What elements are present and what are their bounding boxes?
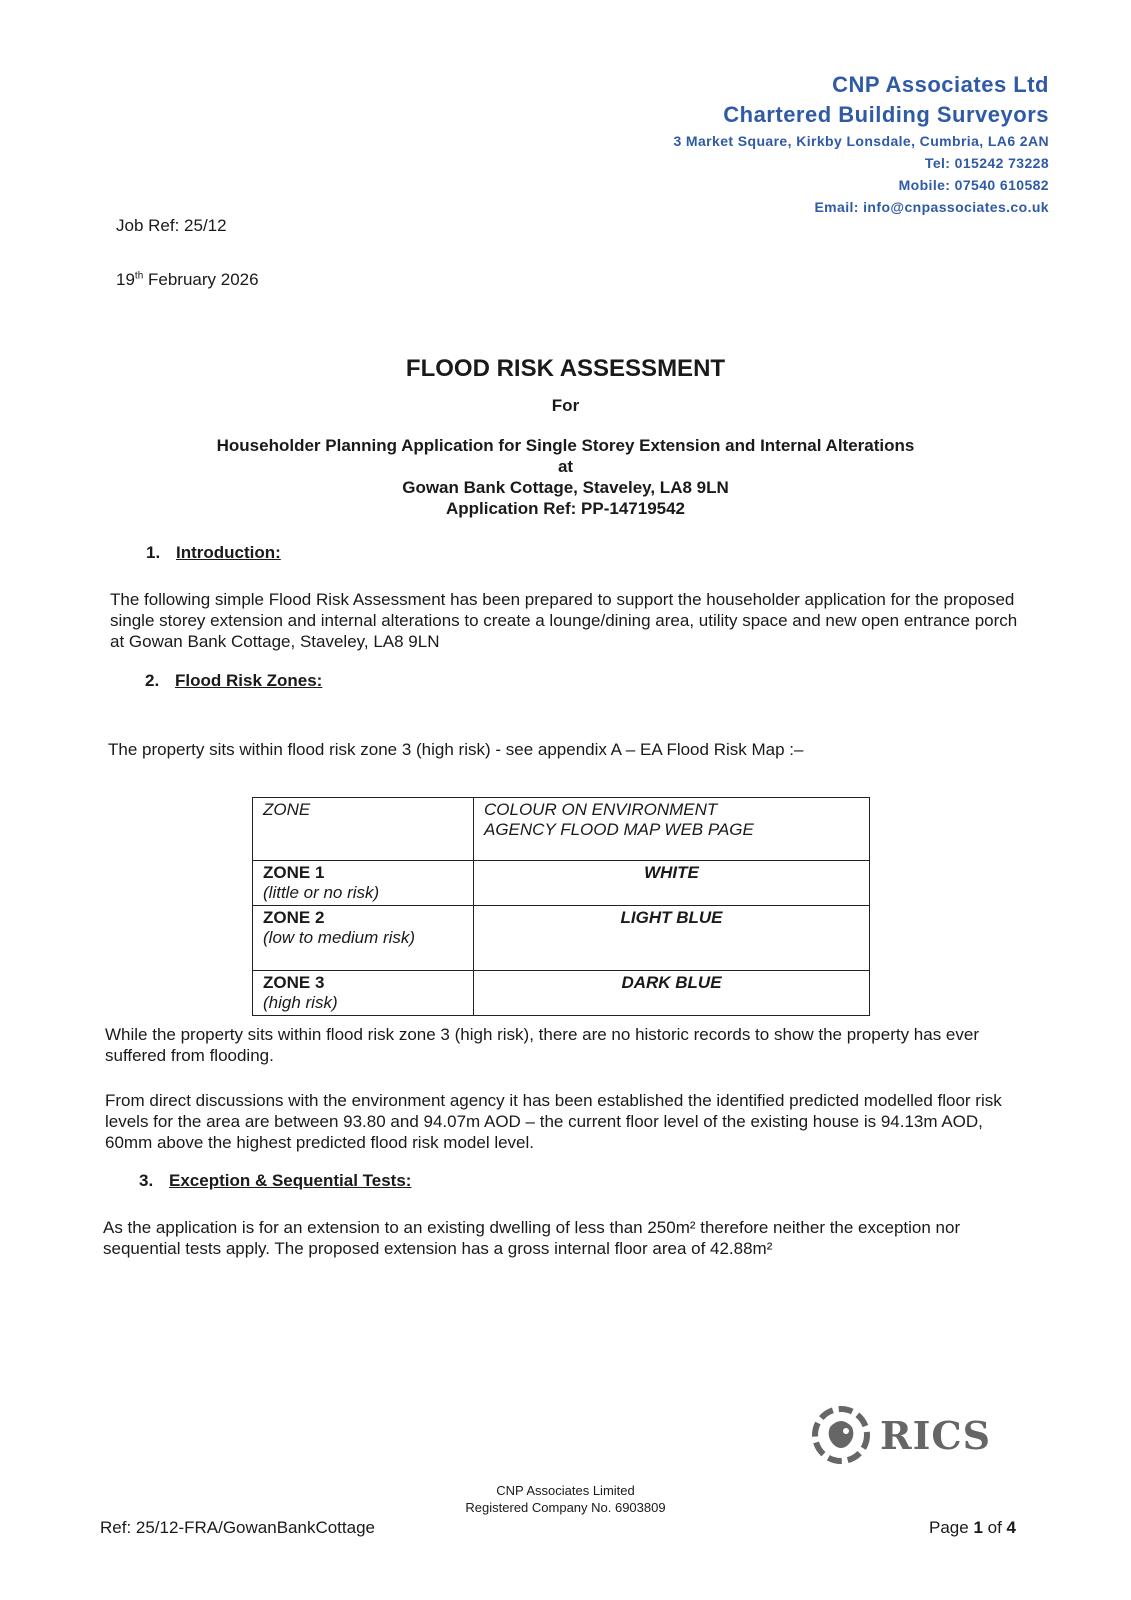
date-suffix: th bbox=[134, 270, 144, 282]
page-number bbox=[929, 1518, 1016, 1538]
section-heading-exception-tests bbox=[139, 1171, 411, 1191]
section-heading-introduction bbox=[146, 543, 281, 563]
footer-company-name: CNP Associates Limited bbox=[496, 1483, 635, 1498]
company-mobile: Mobile: 07540 610582 bbox=[898, 177, 1049, 193]
zone-cell bbox=[253, 906, 474, 971]
colour-cell: WHITE bbox=[474, 861, 870, 906]
title-subject: Householder Planning Application for Single Storey Extension and Internal Alterations bbox=[216, 436, 915, 455]
application-ref: Application Ref: PP-14719542 bbox=[445, 499, 686, 518]
letterhead bbox=[673, 70, 1049, 218]
flood-zone-table bbox=[252, 797, 870, 1016]
footer-registration: Registered Company No. 6903809 bbox=[465, 1500, 666, 1515]
section-title: Exception & Sequential Tests: bbox=[169, 1171, 412, 1190]
company-tel: Tel: 015242 73228 bbox=[924, 155, 1049, 171]
date-rest: February 2026 bbox=[143, 270, 259, 289]
rics-logo bbox=[808, 1405, 1008, 1465]
header-colour-line-1: COLOUR ON ENVIRONMENT bbox=[484, 800, 718, 819]
company-tagline: Chartered Building Surveyors bbox=[723, 102, 1049, 127]
colour-cell: DARK BLUE bbox=[474, 971, 870, 1016]
zone-risk: (high risk) bbox=[263, 993, 338, 1012]
zone-cell bbox=[253, 971, 474, 1016]
zone-risk: (low to medium risk) bbox=[263, 928, 416, 947]
title-at: at bbox=[557, 457, 574, 476]
page-of: of bbox=[982, 1518, 1007, 1537]
table-header-colour bbox=[474, 798, 870, 861]
colour-cell: LIGHT BLUE bbox=[474, 906, 870, 971]
tests-paragraph: As the application is for an extension to an existing dwelling of less than 250m² therefore neither the exception nor sequential tests apply. The proposed extension has a gross internal floor area of 42.88m² bbox=[103, 1218, 961, 1258]
zone-cell bbox=[253, 861, 474, 906]
table-row bbox=[253, 971, 870, 1016]
page-prefix: Page bbox=[929, 1518, 974, 1537]
header-colour-line-2: AGENCY FLOOD MAP WEB PAGE bbox=[484, 820, 754, 839]
table-row bbox=[253, 861, 870, 906]
zones-paragraph-3: From direct discussions with the environment agency it has been established the identified predicted modelled floor risk levels for the area are between 93.80 and 94.07m AOD – the current floor level of the existing house is 94.13m AOD, 60mm above the highest predicted flood risk model level. bbox=[105, 1091, 1002, 1152]
table-header-row bbox=[253, 798, 870, 861]
table-header-zone: ZONE bbox=[253, 798, 474, 861]
footer-company bbox=[0, 1482, 1131, 1516]
section-number: 2. bbox=[145, 671, 160, 690]
section-number: 3. bbox=[139, 1171, 154, 1190]
company-email: Email: info@cnpassociates.co.uk bbox=[814, 199, 1049, 215]
document-title: FLOOD RISK ASSESSMENT bbox=[405, 355, 726, 382]
zone-risk: (little or no risk) bbox=[263, 883, 380, 902]
footer-ref: Ref: 25/12-FRA/GowanBankCottage bbox=[100, 1518, 375, 1537]
intro-paragraph: The following simple Flood Risk Assessment has been prepared to support the householder application for the proposed single storey extension and internal alterations to create a lounge/dining area, utility space and new open entrance porch at Gowan Bank Cottage, Staveley, LA8 9LN bbox=[110, 590, 1018, 651]
zone-name: ZONE 2 bbox=[263, 908, 325, 927]
table-row bbox=[253, 906, 870, 971]
section-number: 1. bbox=[146, 543, 161, 562]
page-total: 4 bbox=[1006, 1518, 1016, 1537]
zones-paragraph-2: While the property sits within flood risk zone 3 (high risk), there are no historic records to show the property has ever suffered from flooding. bbox=[105, 1025, 979, 1065]
zone-name: ZONE 1 bbox=[263, 863, 325, 882]
zones-paragraph: The property sits within flood risk zone 3 (high risk) - see appendix A – EA Flood Risk Map :– bbox=[108, 740, 804, 759]
date-day: 19 bbox=[116, 270, 135, 289]
job-ref: Job Ref: 25/12 bbox=[116, 216, 227, 235]
title-for: For bbox=[551, 396, 580, 415]
company-address: 3 Market Square, Kirkby Lonsdale, Cumbria, LA6 2AN bbox=[673, 133, 1049, 149]
section-title: Introduction: bbox=[176, 543, 281, 562]
rics-text: RICS bbox=[880, 1413, 992, 1458]
company-name: CNP Associates Ltd bbox=[832, 72, 1049, 97]
document-date bbox=[116, 270, 259, 290]
rics-lion-icon bbox=[808, 1405, 874, 1465]
zone-name: ZONE 3 bbox=[263, 973, 325, 992]
section-title: Flood Risk Zones: bbox=[175, 671, 323, 690]
section-heading-flood-risk-zones bbox=[145, 671, 322, 691]
title-location: Gowan Bank Cottage, Staveley, LA8 9LN bbox=[402, 478, 729, 497]
page-current: 1 bbox=[973, 1518, 983, 1537]
